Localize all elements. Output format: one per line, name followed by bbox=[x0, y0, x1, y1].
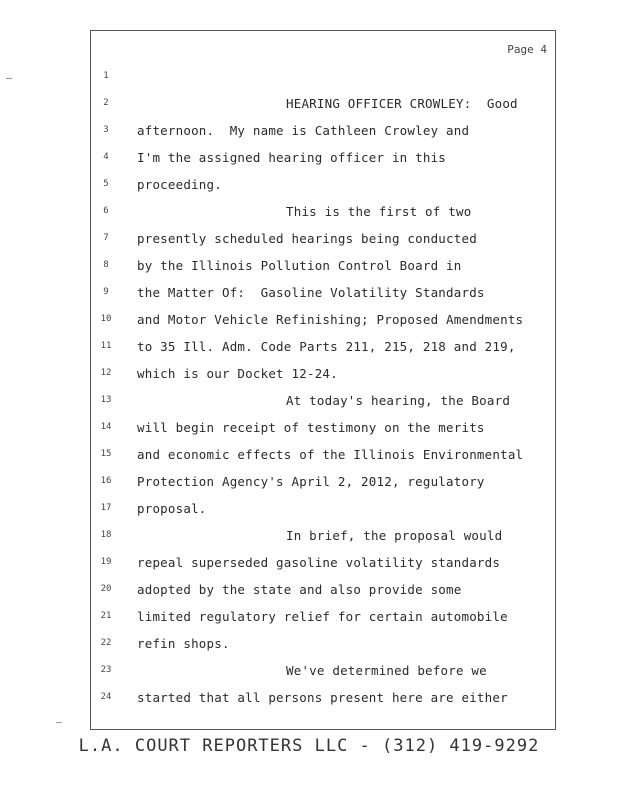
line-text: proposal. bbox=[137, 501, 207, 516]
line-text: repeal superseded gasoline volatility standards bbox=[137, 555, 501, 570]
page-number: Page 4 bbox=[507, 43, 547, 56]
transcript-line bbox=[91, 69, 555, 96]
transcript-page bbox=[90, 30, 556, 730]
transcript-line bbox=[91, 204, 555, 231]
line-number: 4 bbox=[103, 152, 109, 162]
line-number: 2 bbox=[103, 98, 109, 108]
line-text: limited regulatory relief for certain automobile bbox=[137, 609, 508, 624]
line-number: 9 bbox=[103, 287, 109, 297]
line-text: to 35 Ill. Adm. Code Parts 211, 215, 218 and 219, bbox=[137, 339, 516, 354]
line-text: by the Illinois Pollution Control Board in bbox=[137, 258, 462, 273]
line-text: refin shops. bbox=[137, 636, 230, 651]
line-text: adopted by the state and also provide some bbox=[137, 582, 462, 597]
scan-mark bbox=[56, 722, 62, 723]
line-number: 20 bbox=[100, 584, 112, 594]
line-number: 10 bbox=[100, 314, 112, 324]
line-text: the Matter Of: Gasoline Volatility Standards bbox=[137, 285, 485, 300]
line-text: In brief, the proposal would bbox=[286, 528, 503, 543]
transcript-line bbox=[91, 312, 555, 339]
transcript-line bbox=[91, 528, 555, 555]
line-text: and Motor Vehicle Refinishing; Proposed Amendments bbox=[137, 312, 524, 327]
transcript-line bbox=[91, 96, 555, 123]
transcript-line bbox=[91, 636, 555, 663]
line-text: Protection Agency's April 2, 2012, regulatory bbox=[137, 474, 485, 489]
line-number: 8 bbox=[103, 260, 109, 270]
line-number: 23 bbox=[100, 665, 112, 675]
line-number: 12 bbox=[100, 368, 112, 378]
line-text: will begin receipt of testimony on the merits bbox=[137, 420, 485, 435]
line-text: I'm the assigned hearing officer in this bbox=[137, 150, 447, 165]
transcript-line bbox=[91, 231, 555, 258]
line-number: 7 bbox=[103, 233, 109, 243]
line-number: 17 bbox=[100, 503, 112, 513]
transcript-line bbox=[91, 393, 555, 420]
line-number: 5 bbox=[103, 179, 109, 189]
transcript-line bbox=[91, 447, 555, 474]
line-number: 19 bbox=[100, 557, 112, 567]
transcript-line bbox=[91, 690, 555, 717]
transcript-line bbox=[91, 123, 555, 150]
line-number: 16 bbox=[100, 476, 112, 486]
line-text: At today's hearing, the Board bbox=[286, 393, 511, 408]
line-number: 18 bbox=[100, 530, 112, 540]
line-number: 1 bbox=[103, 71, 109, 81]
transcript-line bbox=[91, 474, 555, 501]
line-number: 11 bbox=[100, 341, 112, 351]
line-number: 6 bbox=[103, 206, 109, 216]
line-number: 15 bbox=[100, 449, 112, 459]
line-number: 14 bbox=[100, 422, 112, 432]
line-text: We've determined before we bbox=[286, 663, 487, 678]
reporter-footer: L.A. COURT REPORTERS LLC - (312) 419-9292 bbox=[78, 736, 540, 756]
line-text: and economic effects of the Illinois Environmental bbox=[137, 447, 524, 462]
transcript-line bbox=[91, 285, 555, 312]
line-number: 21 bbox=[100, 611, 112, 621]
line-text: which is our Docket 12-24. bbox=[137, 366, 338, 381]
line-number: 22 bbox=[100, 638, 112, 648]
transcript-line bbox=[91, 501, 555, 528]
transcript-line bbox=[91, 420, 555, 447]
transcript-line bbox=[91, 150, 555, 177]
line-number: 13 bbox=[100, 395, 112, 405]
transcript-line bbox=[91, 177, 555, 204]
line-text: This is the first of two bbox=[286, 204, 472, 219]
line-text: started that all persons present here are either bbox=[137, 690, 508, 705]
scan-mark bbox=[6, 78, 12, 79]
transcript-line bbox=[91, 609, 555, 636]
transcript-line bbox=[91, 582, 555, 609]
transcript-line bbox=[91, 258, 555, 285]
line-number: 24 bbox=[100, 692, 112, 702]
transcript-line bbox=[91, 555, 555, 582]
transcript-line bbox=[91, 366, 555, 393]
line-text: presently scheduled hearings being conducted bbox=[137, 231, 477, 246]
line-text: proceeding. bbox=[137, 177, 222, 192]
transcript-line bbox=[91, 339, 555, 366]
line-text: HEARING OFFICER CROWLEY: Good bbox=[286, 96, 518, 111]
transcript-line bbox=[91, 663, 555, 690]
line-number: 3 bbox=[103, 125, 109, 135]
line-text: afternoon. My name is Cathleen Crowley and bbox=[137, 123, 470, 138]
